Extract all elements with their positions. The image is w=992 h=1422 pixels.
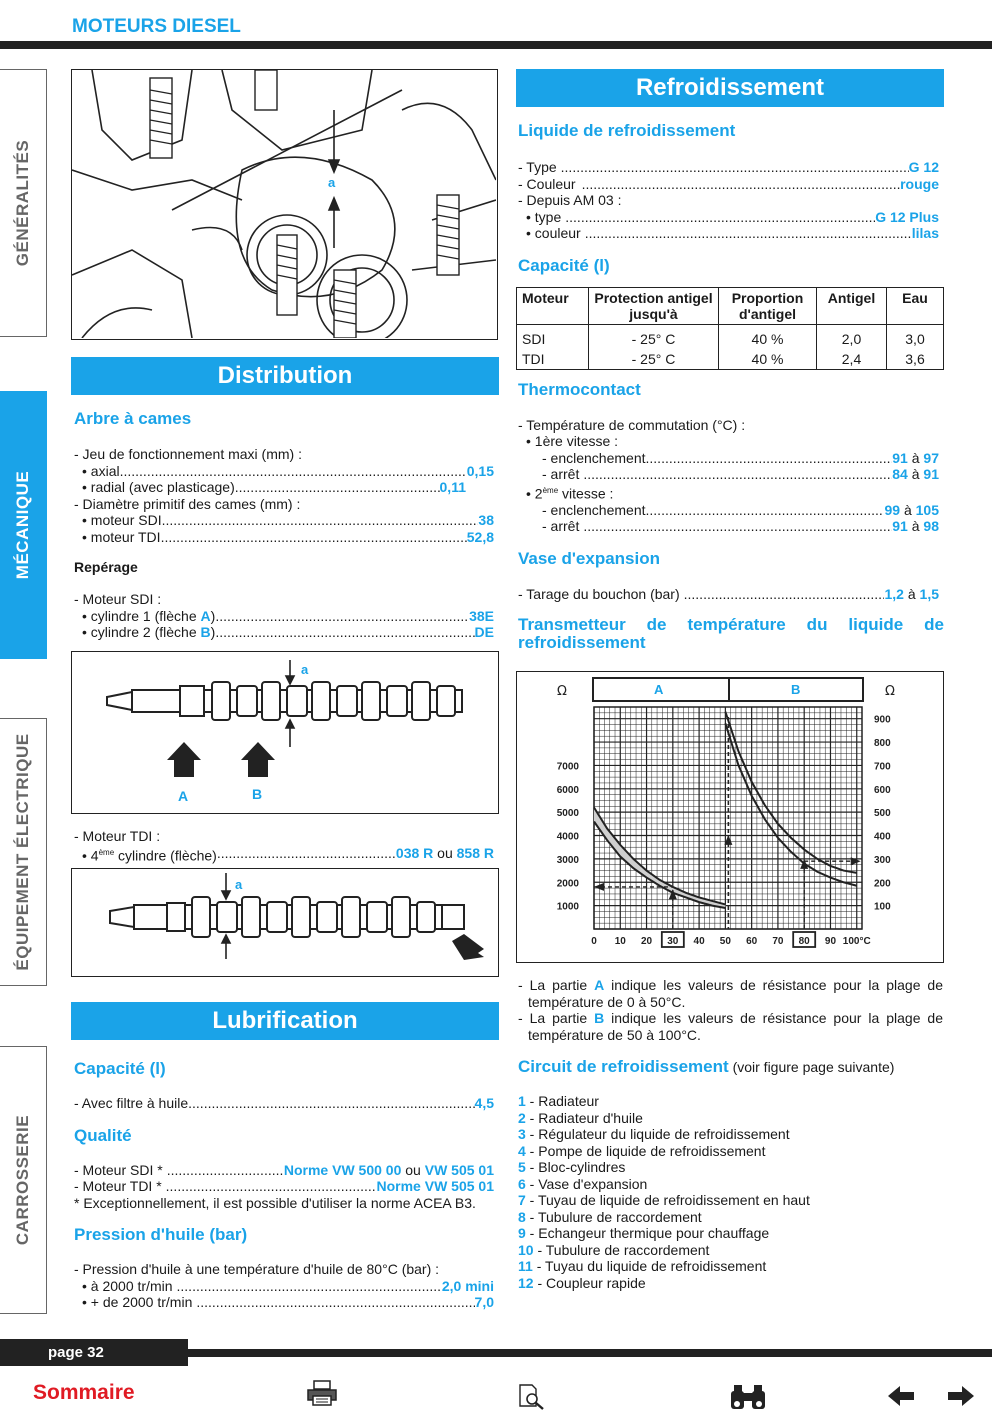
x-tick-label: 30 [667, 936, 679, 947]
table-cell: TDI [517, 349, 589, 370]
moteur-tdi-label: - Moteur TDI : [74, 828, 161, 844]
camshaft-tdi-figure [71, 868, 499, 977]
y-left-tick-label: 3000 [556, 854, 579, 866]
lubrification-section [71, 1002, 499, 1311]
table-row [517, 349, 944, 370]
binoculars-icon[interactable] [729, 1383, 767, 1414]
refroid-capacite-heading: Capacité (l) [518, 255, 610, 275]
partie-b-note: - La partie B indique les valeurs de résistance pour la plage de température de 50 à 100°C. [518, 1010, 943, 1043]
liquide-heading: Liquide de refroidissement [518, 121, 736, 140]
radial-row: • radial (avec plasticage) ..... 0,11 [74, 479, 494, 496]
v2-enclenchement-row: - enclenchement ..... 99 à 105 [518, 502, 939, 519]
tarage-row: - Tarage du bouchon (bar) ..... 1,2 à 1,5 [518, 586, 939, 603]
resistance-chart [517, 672, 942, 961]
pression-2000-row: • à 2000 tr/min ..... 2,0 mini [74, 1278, 494, 1295]
list-item: 4 - Pompe de liquide de refroidissement [518, 1142, 766, 1159]
fig2-arrow-a-label: A [178, 788, 189, 804]
header-rule [0, 41, 992, 49]
legend-label-b: B [791, 682, 801, 697]
page-header-title: MOTEURS DIESEL [72, 16, 241, 37]
x-tick-label: 70 [772, 936, 784, 947]
y-left-unit: Ω [557, 684, 567, 699]
printer-icon[interactable] [306, 1380, 338, 1409]
x-tick-label: 0 [591, 936, 597, 947]
side-tab-equipement-electrique[interactable] [0, 718, 47, 986]
x-tick-label: 60 [746, 936, 758, 947]
qualite-note: * Exceptionnellement, il est possible d'utiliser la norme ACEA B3. [74, 1194, 476, 1211]
side-tab-label: CARROSSERIE [13, 1114, 32, 1246]
list-item: 6 - Vase d'expansion [518, 1175, 648, 1192]
side-tab-generalites[interactable] [0, 69, 47, 337]
list-item: 5 - Bloc-cylindres [518, 1159, 626, 1175]
table-cell: - 25° C [589, 324, 719, 349]
figure-marker-a: a [328, 175, 336, 190]
thermocontact-heading: Thermocontact [518, 379, 641, 399]
x-tick-label: 10 [614, 936, 626, 947]
x-tick-label: 90 [824, 936, 837, 947]
y-right-tick-label: 600 [874, 784, 891, 796]
sommaire-link[interactable]: Sommaire [33, 1381, 135, 1404]
side-tab-label: MÉCANIQUE [13, 470, 32, 580]
jeu-label: - Jeu de fonctionnement maxi (mm) : [74, 446, 302, 462]
list-item: 12 - Coupleur rapide [518, 1274, 646, 1291]
circuit-note: (voir figure page suivante) [732, 1059, 895, 1075]
cylinder-head-drawing [72, 70, 496, 338]
v1-arret-row: - arrêt ..... 84 à 91 [518, 466, 939, 483]
list-item: 9 - Echangeur thermique pour chauffage [518, 1225, 770, 1241]
diametre-label: - Diamètre primitif des cames (mm) : [74, 495, 301, 512]
y-right-tick-label: 100 [874, 901, 891, 913]
table-row [517, 324, 944, 349]
pression-plus-row: • + de 2000 tr/min ..... 7,0 [74, 1294, 494, 1311]
fig2-arrow-b-label: B [252, 786, 263, 802]
y-left-tick-label: 6000 [556, 784, 579, 796]
side-tab-label: ÉQUIPEMENT ÉLECTRIQUE [13, 733, 32, 971]
camshaft-sdi-drawing [72, 652, 497, 812]
couleur2-row: • couleur ..... lilas [518, 225, 939, 242]
y-right-tick-label: 800 [874, 738, 891, 750]
couleur-row: - Couleur ..... rouge [518, 176, 939, 193]
temp-commutation-label: - Température de commutation (°C) : [518, 416, 746, 433]
arrow-left-icon[interactable] [886, 1385, 916, 1410]
distribution-banner: Distribution [71, 357, 499, 395]
cylindre2-row: • cylindre 2 (flèche B) ..... DE [74, 624, 494, 641]
sdi-row: • moteur SDI ..... 38 [74, 512, 494, 529]
depuis-label: - Depuis AM 03 : [518, 192, 622, 208]
arbre-a-cames-heading: Arbre à cames [74, 409, 192, 428]
list-item: 11 - Tuyau du liquide de refroidissement [518, 1258, 767, 1274]
table-header: Antigel [817, 287, 887, 324]
y-left-tick-label: 4000 [556, 831, 579, 843]
table-header-row [517, 287, 944, 324]
list-item: 1 - Radiateur [518, 1093, 599, 1109]
y-left-tick-label: 2000 [556, 878, 579, 890]
list-item: 8 - Tubulure de raccordement [518, 1208, 702, 1225]
table-header: Moteur [517, 287, 589, 324]
vitesse1-label: • 1ère vitesse : [526, 433, 619, 449]
circuit-heading: Circuit de refroidissement [518, 1057, 729, 1076]
axial-row: • axial ..... 0,15 [74, 463, 494, 480]
chart-notes [518, 977, 943, 1291]
moteur-sdi-label: - Moteur SDI : [74, 591, 162, 607]
refroidissement-section [516, 69, 944, 652]
x-tick-label: 40 [693, 936, 705, 947]
y-right-tick-label: 500 [874, 808, 891, 820]
partie-a-note: - La partie A indique les valeurs de résistance pour la plage de température de 0 à 50°C. [518, 977, 943, 1010]
fig2-marker-a: a [301, 662, 309, 677]
table-header: Eau [887, 287, 944, 324]
table-header: Proportion d'antigel [719, 287, 817, 324]
cylinder-head-figure [71, 69, 498, 340]
filtre-huile-row: - Avec filtre à huile ..... 4,5 [74, 1095, 494, 1112]
cylindre1-row: • cylindre 1 (flèche A) ..... 38E [74, 608, 494, 625]
type2-row: • type ..... G 12 Plus [518, 209, 939, 226]
v1-enclenchement-row: - enclenchement ..... 91 à 97 [518, 450, 939, 467]
qualite-tdi-row: - Moteur TDI * ..... Norme VW 505 01 [74, 1178, 494, 1195]
list-item: 2 - Radiateur d'huile [518, 1109, 643, 1126]
camshaft-tdi-drawing [72, 869, 497, 975]
type-row: - Type ..... G 12 [518, 159, 939, 176]
cylindre4-row: • 4ème cylindre (flèche) ..... 038 R ou 858 R [74, 845, 494, 864]
table-cell: - 25° C [589, 349, 719, 370]
y-right-tick-label: 400 [874, 831, 891, 843]
circuit-heading-row [518, 1057, 943, 1077]
resistance-chart-box [516, 671, 944, 963]
table-cell: 40 % [719, 349, 817, 370]
table-cell: 2,0 [817, 324, 887, 349]
y-right-unit: Ω [885, 684, 895, 699]
camshaft-sdi-figure [71, 651, 499, 814]
vase-heading: Vase d'expansion [518, 548, 660, 568]
v2-arret-row: - arrêt ..... 91 à 98 [518, 518, 939, 535]
y-right-tick-label: 200 [874, 878, 891, 890]
table-cell: 3,0 [887, 324, 944, 349]
y-right-tick-label: 700 [874, 761, 891, 773]
table-cell: 2,4 [817, 349, 887, 370]
reperage-heading: Repérage [74, 559, 138, 575]
refroidissement-banner: Refroidissement [516, 69, 944, 107]
arrow-right-icon[interactable] [946, 1385, 976, 1410]
circuit-list [518, 1093, 943, 1291]
list-item: 3 - Régulateur du liquide de refroidissement [518, 1126, 790, 1142]
list-item: 10 - Tubulure de raccordement [518, 1241, 710, 1258]
side-tab-carrosserie[interactable] [0, 1046, 47, 1314]
qualite-heading: Qualité [74, 1125, 132, 1145]
y-right-tick-label: 900 [874, 714, 891, 726]
y-left-tick-label: 5000 [556, 808, 579, 820]
qualite-sdi-row: - Moteur SDI * ..... Norme VW 500 00 ou VW 505 01 [74, 1162, 494, 1179]
y-right-tick-label: 300 [874, 854, 891, 866]
list-item: 7 - Tuyau de liquide de refroidissement en haut [518, 1192, 810, 1208]
table-cell: SDI [517, 324, 589, 349]
y-left-tick-label: 1000 [556, 901, 579, 913]
distribution-section [71, 357, 499, 641]
capacite-table [516, 287, 944, 370]
zoom-page-icon[interactable] [518, 1384, 546, 1413]
transmetteur-heading: Transmetteur de température du liquide de refroidissement [518, 615, 944, 653]
x-tick-label: 50 [719, 936, 731, 947]
x-tick-label: 20 [640, 936, 653, 947]
x-tick-label: 80 [798, 936, 810, 947]
table-cell: 40 % [719, 324, 817, 349]
table-header: Protection antigel jusqu'à [589, 287, 719, 324]
x-tick-label: 100°C [842, 936, 871, 947]
side-tab-label: GÉNÉRALITÉS [13, 139, 32, 267]
tdi-row: • moteur TDI ..... 52,8 [74, 529, 494, 546]
pression-heading: Pression d'huile (bar) [74, 1225, 248, 1244]
legend-label-a: A [654, 682, 664, 697]
pression-label: - Pression d'huile à une température d'huile de 80°C (bar) : [74, 1261, 440, 1277]
fig3-marker-a: a [235, 877, 243, 892]
lubrification-banner: Lubrification [71, 1002, 499, 1040]
moteur-tdi-block [74, 828, 494, 864]
table-cell: 3,6 [887, 349, 944, 370]
side-tab-mecanique[interactable] [0, 391, 47, 659]
vitesse2-label: • 2ème vitesse : [526, 485, 614, 502]
page-number: page 32 [0, 1339, 188, 1366]
y-left-tick-label: 7000 [556, 761, 579, 773]
lubrification-capacite-heading: Capacité (l) [74, 1059, 166, 1078]
